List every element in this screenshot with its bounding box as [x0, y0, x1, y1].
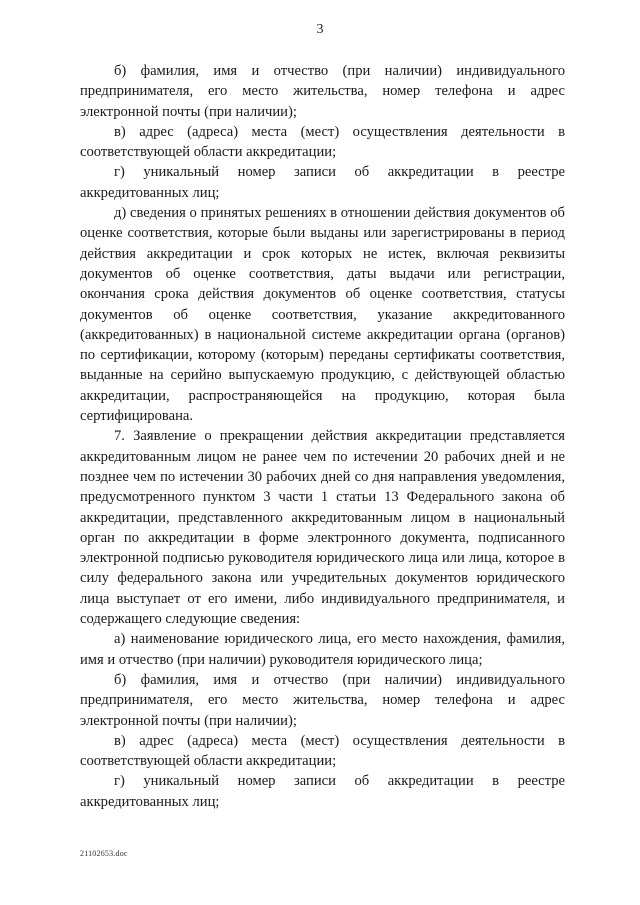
page-number: 3 — [316, 22, 324, 37]
paragraph-g-registry-number: г) уникальный номер записи об аккредитации в реестре аккредитованных лиц; — [80, 164, 565, 201]
paragraph-a-legal-entity-name: а) наименование юридического лица, его место нахождения, фамилия, имя и отчество (при наличии) руководителя юридического лица; — [80, 631, 565, 668]
paragraph-g-registry-number-2: г) уникальный номер записи об аккредитации в реестре аккредитованных лиц; — [80, 773, 565, 810]
paragraph-b-entrepreneur-name: б) фамилия, имя и отчество (при наличии) индивидуального предпринимателя, его место жительства, номер телефона и адрес электронной почты (при наличии); — [80, 63, 565, 120]
paragraph-v-activity-address-2: в) адрес (адреса) места (мест) осуществления деятельности в соответствующей области аккредитации; — [80, 732, 565, 770]
paragraph-7-termination-application: 7. Заявление о прекращении действия аккредитации представляется аккредитованным лицом не ранее чем по истечении 20 рабочих дней и не позднее чем по истечении 30 рабочих дней со дня направления уведомления, предусмотренного пунктом 3 части 1 статьи 13 Федерального закона об аккредитации, представленного аккредитованным лицом в национальный орган по аккредитации в форме электронного документа, подписанного электронной подписью руководителя юридического лица или лица, которое в силу федерального закона или учредительных документов юридического лица выступает от его имени, либо индивидуального предпринимателя, и содержащего следующие сведения: — [80, 428, 565, 628]
document-body — [80, 61, 565, 812]
paragraph-b-entrepreneur-name-2: б) фамилия, имя и отчество (при наличии) индивидуального предпринимателя, его место жительства, номер телефона и адрес электронной почты (при наличии); — [80, 671, 565, 729]
paragraph-v-activity-address: в) адрес (адреса) места (мест) осуществления деятельности в соответствующей области аккредитации; — [80, 123, 565, 161]
paragraph-d-conformity-decisions: д) сведения о принятых решениях в отношении действия документов об оценке соответствия, которые были выданы или зарегистрированы в период действия аккредитации и срок которых не истек, включая реквизиты документов об оценке соответствия, даты выдачи или регистрации, окончания срока действия документов об оценке соответствия, статусы документов об оценке соответствия, указание аккредитованного (аккредитованных) в национальной системе аккредитации органа (органов) по сертификации, которому (которым) переданы сертификаты соответствия, выданные на серийно выпускаемую продукцию, с действующей областью аккредитации, распространяющейся на продукцию, которая была сертифицирована. — [80, 205, 565, 425]
footer-filename: 21102653.doc — [80, 849, 128, 858]
